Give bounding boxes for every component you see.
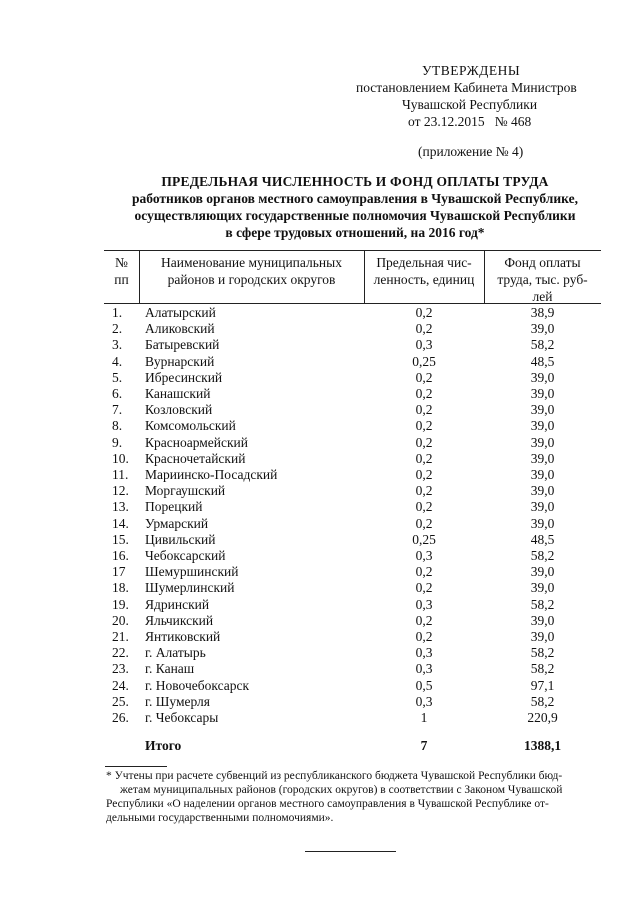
table-row [104, 370, 601, 386]
cell-num: 1. [112, 305, 123, 320]
approval-line: постановлением Кабинета Министров [356, 80, 577, 95]
cell-num: 17 [112, 564, 126, 580]
cell-limit: 0,2 [415, 305, 433, 320]
cell-fund: 39,0 [530, 450, 555, 466]
cell-fund: 58,2 [530, 645, 555, 661]
cell-name: г. Чебоксары [145, 710, 219, 725]
title-line: в сфере трудовых отношений, на 2016 год* [225, 225, 485, 240]
cell-fund: 48,5 [530, 353, 555, 369]
cell-num: 24. [112, 677, 129, 693]
table-row [104, 645, 601, 661]
cell-num: 23. [112, 661, 129, 677]
cell-fund: 39,0 [530, 515, 555, 531]
cell-fund: 58,2 [530, 661, 555, 677]
footnote-line: Республики «О наделении органов местного самоуправления в Чувашской Республике от- [106, 798, 549, 810]
cell-num: 25. [112, 693, 129, 709]
cell-fund: 48,5 [530, 531, 555, 547]
cell-limit: 0,2 [415, 467, 433, 482]
cell-limit: 0,2 [415, 369, 433, 385]
cell-name: г. Канаш [145, 661, 195, 677]
table-row [104, 402, 601, 418]
cell-fund: 58,2 [530, 693, 555, 709]
approval-heading: УТВЕРЖДЕНЫ [422, 63, 521, 78]
document-title [80, 173, 630, 241]
header-name: Наименование муниципальных районов и городских округов [161, 255, 342, 287]
cell-limit: 0,25 [412, 531, 436, 547]
cell-limit: 0,3 [415, 645, 433, 661]
cell-fund: 39,0 [530, 402, 555, 418]
cell-name: Ядринский [145, 596, 210, 612]
header-fund: Фонд оплаты труда, тыс. руб- лей [497, 255, 588, 304]
table-row [104, 694, 601, 710]
cell-limit: 0,2 [415, 612, 433, 628]
cell-limit: 0,2 [415, 483, 433, 499]
cell-fund: 39,0 [530, 564, 555, 580]
cell-name: Мариинско-Посадский [145, 467, 278, 482]
cell-limit: 0,2 [415, 450, 433, 466]
table-top-border [104, 250, 601, 251]
cell-num: 18. [112, 580, 129, 596]
cell-fund: 39,0 [530, 629, 555, 644]
cell-limit: 0,2 [415, 515, 433, 531]
cell-limit: 0,2 [415, 434, 433, 450]
cell-num: 13. [112, 499, 129, 515]
cell-fund: 38,9 [530, 305, 555, 320]
cell-num: 21. [112, 629, 129, 644]
table-row [104, 532, 601, 548]
cell-limit: 0,3 [415, 337, 433, 353]
cell-num: 4. [112, 353, 123, 369]
approval-date-number: от 23.12.2015 № 468 [408, 114, 532, 129]
table-row [104, 337, 601, 353]
title-line: осуществляющих государственные полномочия Чувашской Республики [134, 208, 576, 223]
cell-num: 14. [112, 515, 129, 531]
cell-limit: 0,2 [415, 386, 433, 401]
cell-name: Шемуршинский [145, 564, 239, 580]
cell-name: Алатырский [145, 305, 216, 320]
cell-name: Урмарский [145, 515, 209, 531]
cell-num: 22. [112, 645, 129, 661]
page-bottom-rule [305, 851, 396, 852]
approval-line: Чувашской Республики [402, 97, 538, 112]
cell-name: Цивильский [145, 531, 216, 547]
cell-num: 15. [112, 531, 129, 547]
cell-fund: 58,2 [530, 337, 555, 353]
cell-name: Красночетайский [145, 450, 246, 466]
cell-name: Яльчикский [145, 612, 214, 628]
table-row [104, 321, 601, 337]
footnote-line: жетам муниципальных районов (городских округов) в соответствии с Законом Чувашской [120, 784, 563, 796]
cell-num: 5. [112, 369, 123, 385]
table-row [104, 499, 601, 515]
cell-limit: 0,25 [412, 353, 436, 369]
cell-fund: 39,0 [530, 418, 555, 434]
cell-name: г. Шумерля [145, 693, 211, 709]
footnote-line: дельными государственными полномочиями». [106, 812, 334, 824]
cell-num: 2. [112, 321, 123, 337]
table-row [104, 467, 601, 483]
cell-fund: 39,0 [530, 386, 555, 401]
cell-num: 26. [112, 710, 129, 725]
cell-num: 7. [112, 402, 123, 418]
cell-num: 8. [112, 418, 123, 434]
cell-limit: 0,5 [415, 677, 433, 693]
cell-name: Канашский [145, 386, 211, 401]
table-row [104, 564, 601, 580]
cell-fund: 39,0 [530, 434, 555, 450]
cell-limit: 0,2 [415, 402, 433, 418]
cell-num: 11. [112, 467, 129, 482]
cell-name: Аликовский [145, 321, 215, 337]
table-row [104, 516, 601, 532]
footnote-line: * Учтены при расчете субвенций из республиканского бюджета Чувашской Республики бюд- [106, 770, 563, 782]
title-line: работников органов местного самоуправления в Чувашской Республике, [132, 191, 578, 206]
cell-num: 20. [112, 612, 129, 628]
table-row [104, 418, 601, 434]
total-label: Итого [145, 738, 182, 753]
table-row [104, 678, 601, 694]
cell-num: 19. [112, 596, 129, 612]
cell-limit: 1 [420, 710, 428, 725]
cell-name: Вурнарский [145, 353, 215, 369]
cell-name: Ибресинский [145, 369, 223, 385]
footnote [106, 769, 596, 825]
cell-name: Батыревский [145, 337, 220, 353]
cell-name: Козловский [145, 402, 213, 418]
cell-num: 9. [112, 434, 123, 450]
cell-limit: 0,3 [415, 693, 433, 709]
table-row [104, 710, 601, 726]
cell-num: 10. [112, 450, 129, 466]
cell-fund: 58,2 [530, 548, 555, 563]
table-row [104, 580, 601, 596]
table-row [104, 597, 601, 613]
cell-num: 3. [112, 337, 123, 353]
table-row [104, 548, 601, 564]
cell-limit: 0,2 [415, 629, 433, 644]
table-row [104, 451, 601, 467]
cell-fund: 39,0 [530, 612, 555, 628]
cell-name: Красноармейский [145, 434, 249, 450]
cell-name: г. Новочебоксарск [145, 677, 250, 693]
cell-fund: 39,0 [530, 321, 555, 337]
cell-num: 6. [112, 386, 123, 401]
cell-limit: 0,2 [415, 580, 433, 596]
cell-name: Комсомольский [145, 418, 236, 434]
total-row [104, 738, 601, 754]
table-row [104, 386, 601, 402]
cell-fund: 39,0 [530, 483, 555, 499]
cell-name: Порецкий [145, 499, 203, 515]
cell-num: 16. [112, 548, 129, 563]
table-row [104, 305, 601, 321]
cell-limit: 0,2 [415, 321, 433, 337]
table-row [104, 629, 601, 645]
cell-num: 12. [112, 483, 129, 499]
cell-name: Янтиковский [145, 629, 221, 644]
table-row [104, 435, 601, 451]
cell-limit: 0,2 [415, 564, 433, 580]
cell-name: Шумерлинский [145, 580, 235, 596]
total-fund: 1388,1 [523, 738, 562, 753]
cell-limit: 0,3 [415, 548, 433, 563]
table-row [104, 354, 601, 370]
header-limit: Предельная чис- ленность, единиц [373, 255, 475, 287]
cell-name: г. Алатырь [145, 645, 206, 661]
cell-fund: 39,0 [530, 580, 555, 596]
table-row [104, 483, 601, 499]
cell-name: Чебоксарский [145, 548, 226, 563]
cell-fund: 39,0 [530, 369, 555, 385]
cell-limit: 0,3 [415, 596, 433, 612]
cell-limit: 0,3 [415, 661, 433, 677]
total-limit: 7 [420, 738, 428, 753]
appendix-label: (приложение № 4) [418, 144, 524, 159]
header-num: № пп [114, 255, 129, 287]
footnote-divider [105, 766, 167, 767]
cell-limit: 0,2 [415, 418, 433, 434]
cell-fund: 97,1 [530, 677, 555, 693]
cell-name: Моргаушский [145, 483, 226, 499]
title-line: ПРЕДЕЛЬНАЯ ЧИСЛЕННОСТЬ И ФОНД ОПЛАТЫ ТРУДА [161, 174, 549, 189]
table-row [104, 613, 601, 629]
cell-fund: 58,2 [530, 596, 555, 612]
cell-fund: 39,0 [530, 499, 555, 515]
table-row [104, 661, 601, 677]
cell-fund: 220,9 [527, 710, 558, 725]
cell-fund: 39,0 [530, 467, 555, 482]
cell-limit: 0,2 [415, 499, 433, 515]
